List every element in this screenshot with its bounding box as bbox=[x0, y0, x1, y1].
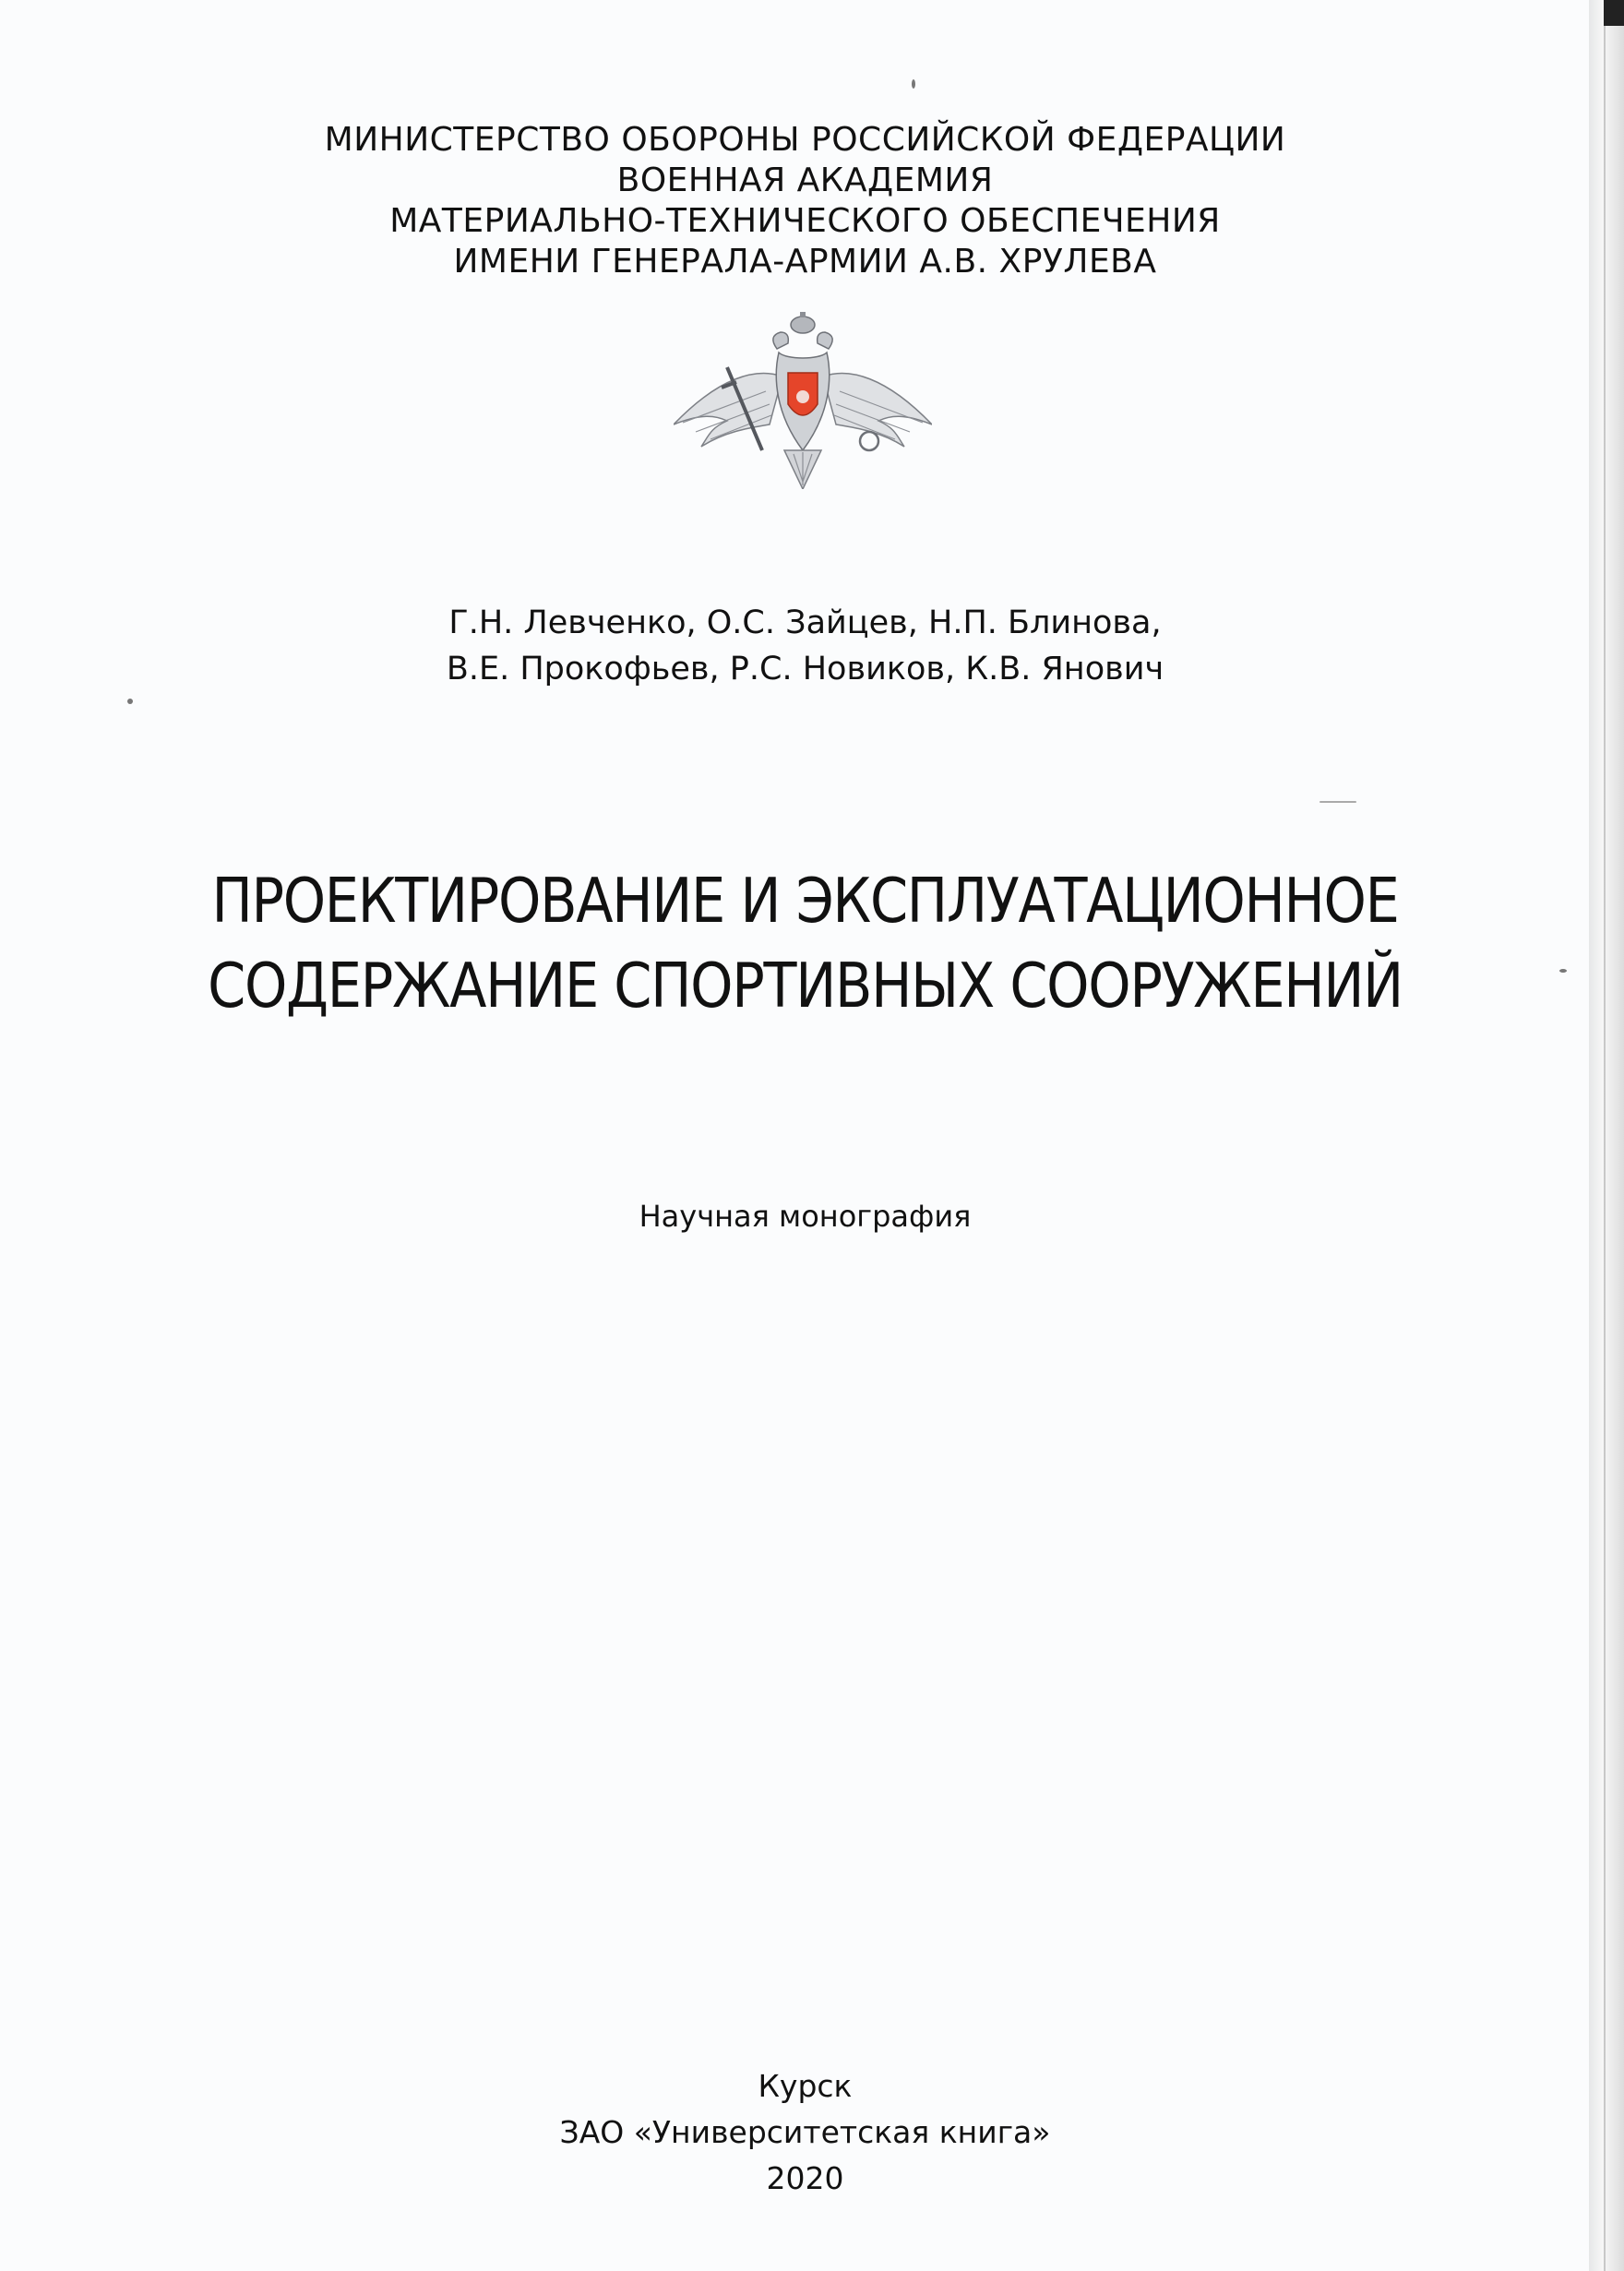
book-title-line: СОДЕРЖАНИЕ СПОРТИВНЫХ СООРУЖЕНИЙ bbox=[208, 950, 1403, 1022]
institution-line: ВОЕННАЯ АКАДЕМИЯ bbox=[616, 161, 994, 199]
imprint-city: Курск bbox=[758, 2068, 853, 2104]
authors-line: Г.Н. Левченко, О.С. Зайцев, Н.П. Блинова, bbox=[448, 604, 1162, 641]
institution-line: МАТЕРИАЛЬНО-ТЕХНИЧЕСКОГО ОБЕСПЕЧЕНИЯ bbox=[389, 202, 1221, 240]
page-edge-line bbox=[1604, 0, 1606, 2271]
page-stack-edge bbox=[1589, 0, 1624, 2271]
scan-speck bbox=[912, 79, 915, 89]
authors-line: В.Е. Прокофьев, Р.С. Новиков, К.В. Янович bbox=[446, 651, 1164, 687]
authors-block bbox=[0, 600, 1610, 692]
institution-header bbox=[0, 120, 1610, 282]
imprint-year: 2020 bbox=[766, 2160, 844, 2196]
imprint-publisher: ЗАО «Университетская книга» bbox=[559, 2114, 1051, 2150]
scan-speck bbox=[1559, 969, 1567, 973]
scan-speck bbox=[1320, 801, 1356, 803]
institution-line: ИМЕНИ ГЕНЕРАЛА-АРМИИ А.В. ХРУЛЕВА bbox=[453, 243, 1157, 281]
book-title-line: ПРОЕКТИРОВАНИЕ И ЭКСПЛУАТАЦИОННОЕ bbox=[211, 865, 1399, 937]
double-headed-eagle-emblem-icon bbox=[674, 312, 932, 489]
book-subtitle: Научная монография bbox=[639, 1199, 972, 1234]
institution-line: МИНИСТЕРСТВО ОБОРОНЫ РОССИЙСКОЙ ФЕДЕРАЦИИ bbox=[324, 121, 1286, 159]
publication-imprint bbox=[0, 2063, 1610, 2202]
book-title bbox=[97, 858, 1514, 1028]
scan-speck bbox=[127, 699, 133, 704]
crown-icon bbox=[791, 312, 815, 333]
scan-corner bbox=[1604, 0, 1624, 26]
